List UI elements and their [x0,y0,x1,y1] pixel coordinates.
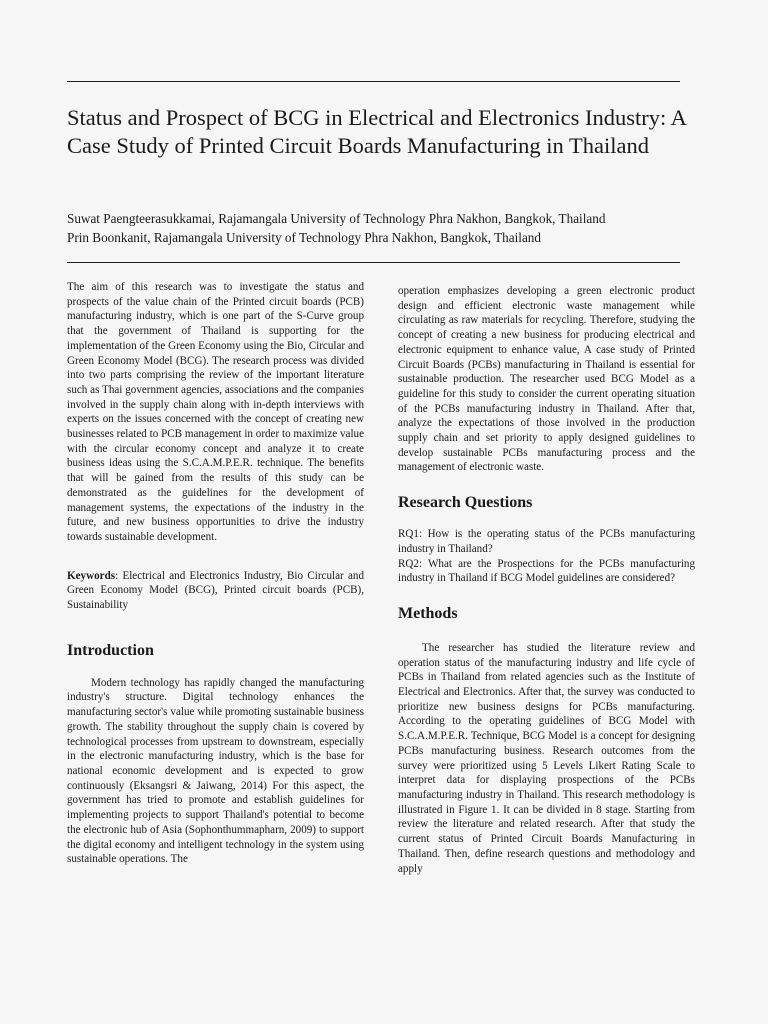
rq1-text: : How is the operating status of the PCBs manufacturing industry in Thailand? [398,528,695,555]
keywords [67,569,364,613]
introduction-continuation: operation emphasizes developing a green electronic product design and efficient electronic waste management while circulating as raw materials for recycling. Therefore, studying the concept of creating a new business for producing electrical and electronic equipment to enhance value, A case study of Printed Circuit Boards (PCBs) manufacturing in Thailand is essential for sustainable production. The researcher used BCG Model as a guideline for this study to consider the current operating situation of the PCBs manufacturing industry in Thailand. After that, analyze the expectations of those involved in the production supply chain and set priority to apply designed guidelines to develop sustainable PCBs manufacturing process and the management of electronic waste. [398,285,695,474]
research-question-2: RQ2: What are the Prospections for the PCBs manufacturing industry in Thailand if BCG Model guidelines are considered? [398,557,695,585]
introduction-heading: Introduction [67,641,154,659]
author-1: Suwat Paengteerasukkamai, Rajamangala University of Technology Phra Nakhon, Bangkok, Thailand [67,211,606,226]
rq1-label: RQ1 [398,528,419,541]
methods-text: The researcher has studied the literature review and operation status of the manufacturing industry and life cycle of PCBs in Thailand from related agencies such as the Institute of Electrical and Electronics. After that, the survey was conducted to prioritize new business designs for PCBs manufacturing. According to the operating guidelines of BCG Model with S.C.A.M.P.E.R. Technique, BCG Model is a concept for designing PCBs manufacturing business. Research outcomes from the survey were prioritized using 5 Levels Likert Rating Scale to interpret data for displaying prospections of the PCBs manufacturing industry in Thailand. This research methodology is illustrated in Figure 1. It can be divided in 8 stage. Starting from review the literature and related research. After that study the current status of Printed Circuit Boards Manufacturing in Thailand. Then, define research questions and methodology and apply [398,641,695,875]
research-questions-heading: Research Questions [398,494,533,512]
header-rule [67,262,680,263]
top-rule [67,81,680,82]
author-list [67,209,707,247]
research-question-1 [398,527,695,556]
methods-heading: Methods [398,604,458,622]
keywords-label: Keywords [67,569,116,582]
introduction-text: Modern technology has rapidly changed the manufacturing industry's structure. Digital technology enhances the manufacturing sector's value while promoting sustainable business growth. The stability throughout the supply chain is covered by technological processes from upstream to downstream, especially in the electronic manufacturing industry, which is the base for national economic development and is expected to grow continuously (Eksangsri & Jaiwang, 2014) For this aspect, the government has tried to promote and establish guidelines for implementing projects to support Thailand's potential to become the electronic hub of Asia (Sophonthummapharn, 2009) to support the digital economy and intelligent technology in the system using sustainable operations. The [67,676,364,866]
left-column [67,280,364,867]
author-2: Prin Boonkanit, Rajamangala University of Technology Phra Nakhon, Bangkok, Thailand [67,230,541,245]
right-column [398,280,695,876]
abstract: The aim of this research was to investigate the status and prospects of the value chain of the Printed circuit boards (PCB) manufacturing industry, which is one part of the S-Curve group that the government of Thailand is supporting for the implementation of the Green Economy using the Bio, Circular and Green Economy Model (BCG). The research process was divided into two parts comprising the review of the important literature such as Thai government agencies, associations and the companies involved in the supply chain along with in-depth interviews with experts on the issues concerned with the concept of creating new businesses related to PCB management in order to maximize value with the circular economy concept and analyze it to create business ideas using the S.C.A.M.P.E.R. technique. The benefits that will be gained from the results of this study can be demonstrated as the guidelines for the development of management systems, the expectations of the industry in the future, and new business opportunities to drive the industry towards sustainable development. [67,281,364,543]
paper-title: Status and Prospect of BCG in Electrical and Electronics Industry: A Case Study of Printed Circuit Boards Manufacturing in Thailand [67,105,686,158]
keywords-text: : Electrical and Electronics Industry, Bio Circular and Green Economy Model (BCG), Printed circuit boards (PCB), Sustainability [67,569,364,612]
